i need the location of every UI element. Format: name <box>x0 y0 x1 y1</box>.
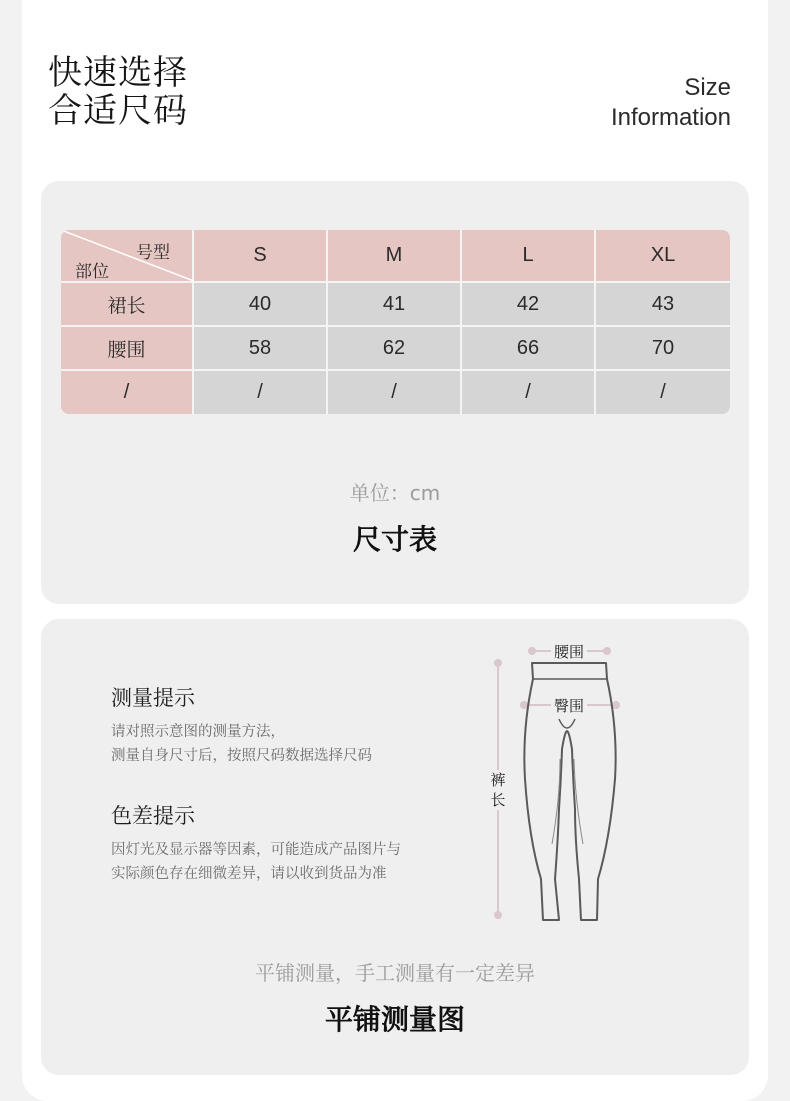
measure-tip-line2: 测量自身尺寸后，按照尺码数据选择尺码 <box>111 748 372 764</box>
measurement-card <box>41 619 749 1075</box>
measure-caption: 平铺测量图 <box>324 1003 465 1036</box>
subtitle-en-line1: Size <box>684 74 731 101</box>
color-tip-line2: 实际颜色存在细微差异，请以收到货品为准 <box>111 866 387 882</box>
table-cell: 42 <box>462 283 596 327</box>
row-label-length: 裙长 <box>61 283 194 327</box>
size-header-s: S <box>194 230 328 283</box>
unit-label: 单位：cm <box>349 481 441 505</box>
subtitle-en-line2: Information <box>610 104 731 131</box>
diagram-label-hip: 臀围 <box>551 695 587 716</box>
leggings-diagram <box>489 639 629 929</box>
table-cell: / <box>194 371 328 414</box>
table-cell: 41 <box>328 283 462 327</box>
measure-tip-title: 测量提示 <box>111 686 195 710</box>
table-cell: / <box>462 371 596 414</box>
size-chart-caption: 尺寸表 <box>352 523 437 556</box>
page-title-line1: 快速选择 <box>48 53 188 93</box>
diagram-label-waist: 腰围 <box>551 641 587 662</box>
table-cell: 58 <box>194 327 328 371</box>
size-header-m: M <box>328 230 462 283</box>
table-cell: 62 <box>328 327 462 371</box>
diagram-label-length: 裤 长 <box>488 770 508 810</box>
color-tip-line1: 因灯光及显示器等因素，可能造成产品图片与 <box>111 842 401 858</box>
size-header-xl: XL <box>596 230 730 283</box>
page-title-line2: 合适尺码 <box>48 91 188 131</box>
table-cell: / <box>328 371 462 414</box>
measure-note: 平铺测量，手工测量有一定差异 <box>255 961 535 985</box>
table-cell: 43 <box>596 283 730 327</box>
size-header-l: L <box>462 230 596 283</box>
row-label-waist: 腰围 <box>61 327 194 371</box>
table-cell: / <box>596 371 730 414</box>
page-title <box>48 54 188 130</box>
corner-label-size: 号型 <box>136 243 170 263</box>
size-table <box>61 230 730 414</box>
row-label-empty: / <box>61 371 194 414</box>
table-cell: 70 <box>596 327 730 371</box>
size-chart-card <box>41 181 749 604</box>
color-tip-title: 色差提示 <box>111 804 195 828</box>
measure-tip-line1: 请对照示意图的测量方法， <box>111 724 285 740</box>
corner-label-part: 部位 <box>75 262 109 282</box>
table-cell: 40 <box>194 283 328 327</box>
table-corner-cell <box>61 230 194 283</box>
measure-tip-text <box>111 720 372 768</box>
table-cell: 66 <box>462 327 596 371</box>
page-subtitle-en <box>611 73 731 133</box>
color-tip-text <box>111 838 401 886</box>
